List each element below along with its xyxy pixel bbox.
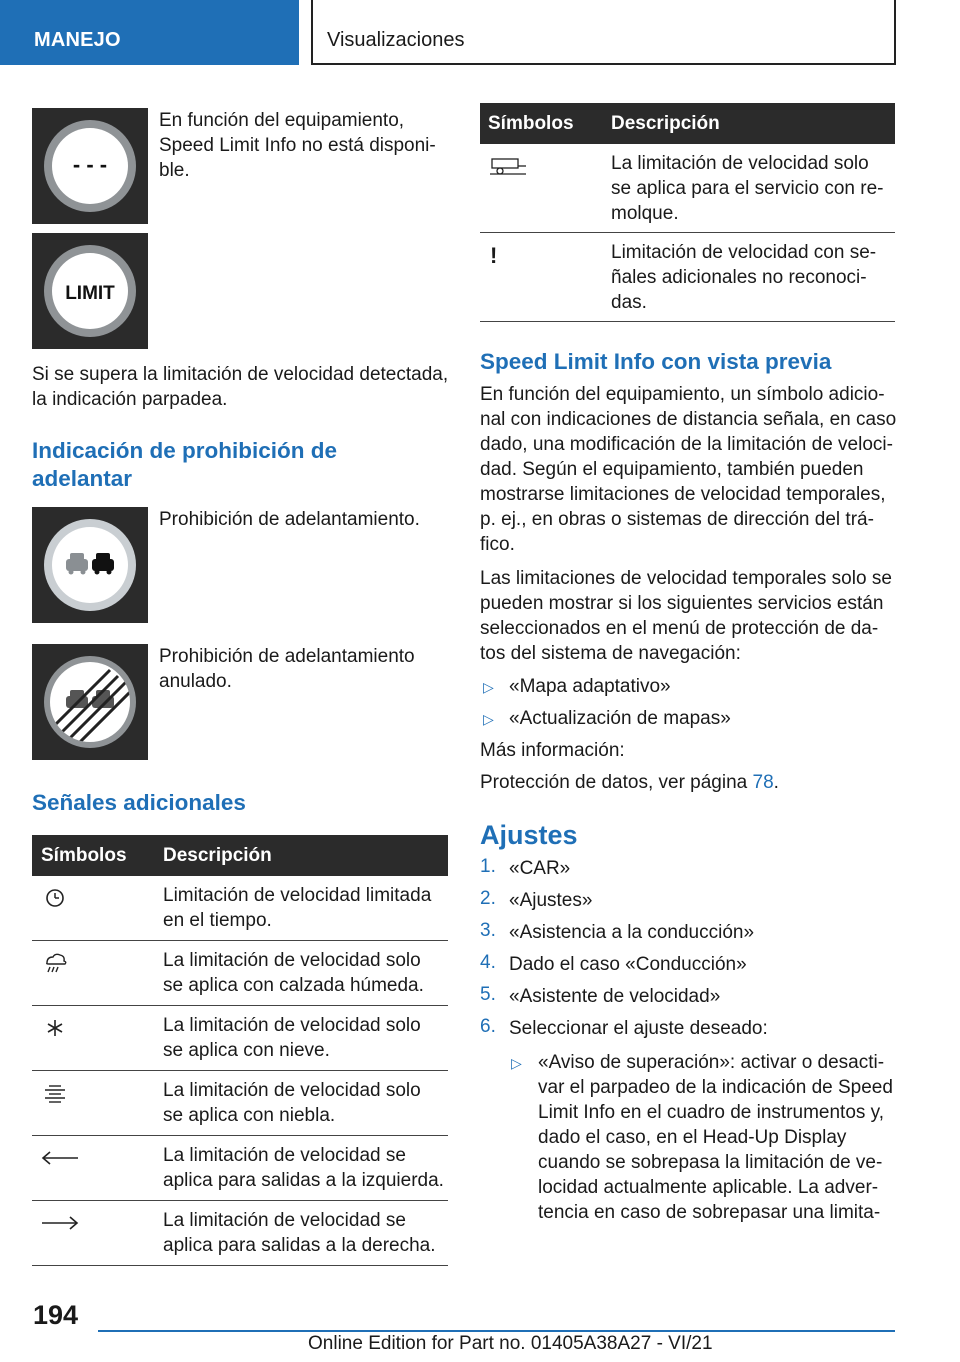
no-overtaking-sign (32, 507, 148, 623)
row-description: La limitación de velocidad solo se aplica con calzada húmeda. (163, 950, 424, 996)
sign-limit-label: LIMIT (65, 283, 115, 304)
section-tab (0, 0, 299, 65)
list-item: «Mapa adaptativo» (509, 676, 671, 697)
col-description: Descripción (163, 845, 272, 866)
step-number: 2. (480, 888, 496, 909)
preview-heading: Speed Limit Info con vista previa (480, 349, 832, 374)
arrow-left-icon (40, 1146, 80, 1172)
privacy-reference: Protección de datos, ver página 78. (480, 772, 779, 793)
table-header (32, 835, 448, 876)
edition-text: Online Edition for Part no. 01405A38A27 - VI/21 (308, 1333, 713, 1354)
table-row (32, 1136, 448, 1201)
overtake-heading: Indicación de prohibición de adelantar (32, 438, 338, 491)
settings-heading: Ajustes (480, 820, 578, 850)
table-row (480, 233, 895, 322)
step-number: 3. (480, 920, 496, 941)
additional-signs-table (32, 835, 448, 1266)
table-header (480, 103, 895, 144)
table-row (32, 1201, 448, 1266)
row-description: La limitación de velocidad se aplica para salidas a la izquierda. (163, 1145, 444, 1191)
chapter-tab (311, 0, 896, 65)
step-text: «Asistente de velocidad» (509, 986, 721, 1007)
speed-limit-unavailable-sign (32, 108, 148, 224)
exclamation-icon: ! (490, 243, 498, 268)
table-row (32, 876, 448, 941)
more-info-label: Más información: (480, 740, 625, 761)
flash-text: Si se supera la limitación de velocidad detectada, la indicación parpadea. (32, 364, 449, 410)
step-number: 5. (480, 984, 496, 1005)
table-row (32, 941, 448, 1006)
table-row (32, 1006, 448, 1071)
row-description: Limitación de velocidad limitada en el tiempo. (163, 885, 432, 931)
bullet-marker: ▷ (511, 1055, 522, 1071)
row-description: La limitación de velocidad solo se aplica con nieve. (163, 1015, 421, 1061)
preview-paragraph-1: En función del equipamiento, un símbolo adicio- nal con indicaciones de distancia señala, en caso dado, una modificación de la limitación de veloci- dad. Según el equipamiento, también pueden mostrarse limitaciones de velocidad temporales, p. ej., en obras o sistemas de dirección del trá- fico. (480, 384, 897, 555)
trailer-signs-table (480, 103, 895, 322)
step-number: 6. (480, 1016, 496, 1037)
clock-icon (40, 886, 70, 912)
step-number: 1. (480, 856, 496, 877)
no-overtaking-text: Prohibición de adelantamiento. (159, 509, 420, 530)
step-text: Seleccionar el ajuste deseado: (509, 1018, 768, 1039)
footer-rule (98, 1330, 895, 1332)
bullet-marker: ▷ (483, 711, 494, 727)
end-no-overtaking-sign (32, 644, 148, 760)
page-link[interactable]: 78 (752, 772, 774, 793)
table-row (32, 1071, 448, 1136)
section-title: MANEJO (34, 29, 121, 51)
row-description: La limitación de velocidad se aplica para salidas a la derecha. (163, 1210, 436, 1256)
col-symbols: Símbolos (41, 845, 127, 866)
step-number: 4. (480, 952, 496, 973)
list-item: «Actualización de mapas» (509, 708, 731, 729)
snowflake-icon (40, 1016, 70, 1042)
overspeed-warning-text: «Aviso de superación»: activar o desacti- var el parpadeo de la indicación de Speed Limit Info en el cuadro de instrumentos y, dado el caso, en el Head-Up Display cuando se sobrepasa la limitación de ve- locidad actualmente aplicable. La adver- tencia en caso de sobrepasar una limita- (538, 1052, 893, 1223)
row-description: Limitación de velocidad con se- ñales adicionales no reconoci- das. (611, 242, 877, 313)
end-no-overtaking-text: Prohibición de adelantamiento anulado. (159, 646, 415, 692)
step-text: Dado el caso «Conducción» (509, 954, 747, 975)
step-text: «Asistencia a la conducción» (509, 922, 755, 943)
bullet-marker: ▷ (483, 679, 494, 695)
row-description: La limitación de velocidad solo se aplica para el servicio con re- molque. (611, 153, 884, 224)
col-description: Descripción (611, 113, 720, 134)
preview-paragraph-2: Las limitaciones de velocidad temporales solo se pueden mostrar si los siguientes servicios están seleccionados en el menú de protección de da- tos del sistema de navegación: (480, 568, 892, 664)
trailer-icon (488, 154, 528, 180)
unavailable-text: En función del equipamiento, Speed Limit Info no está disponi-ble. (159, 110, 436, 181)
limit-sign (32, 233, 148, 349)
fog-icon (40, 1081, 70, 1107)
page-number: 194 (33, 1300, 79, 1330)
sign-dashes: - - - (72, 152, 108, 177)
table-row (480, 144, 895, 233)
additional-signs-heading: Señales adicionales (32, 790, 246, 815)
step-text: «Ajustes» (509, 890, 593, 911)
arrow-right-icon (40, 1211, 80, 1237)
step-text: «CAR» (509, 858, 571, 879)
row-description: La limitación de velocidad solo se aplica con niebla. (163, 1080, 421, 1126)
chapter-title: Visualizaciones (327, 29, 465, 51)
col-symbols: Símbolos (488, 113, 574, 134)
rain-icon (40, 951, 70, 977)
